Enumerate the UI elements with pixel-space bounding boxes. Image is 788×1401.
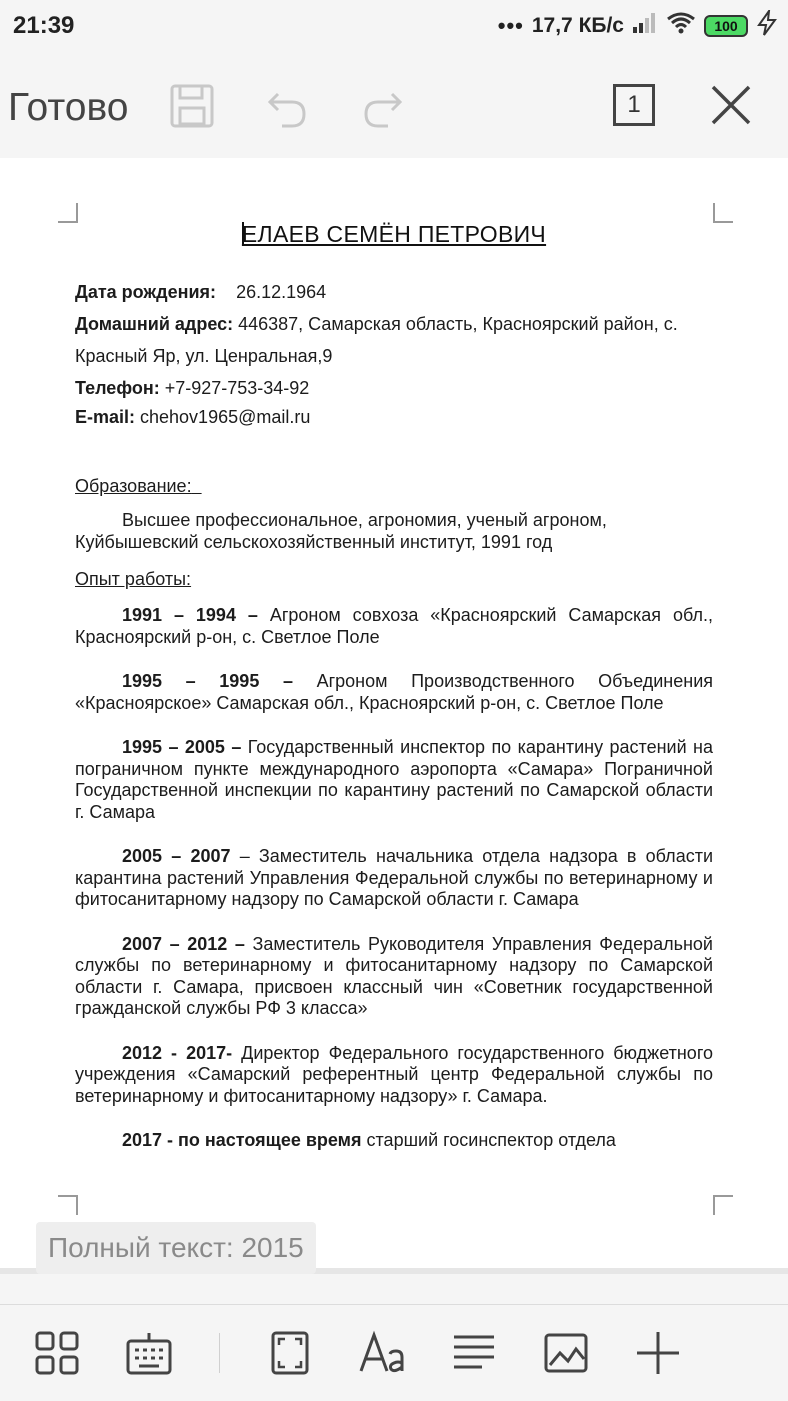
margin-corner-top-left	[58, 203, 78, 223]
font-icon[interactable]	[358, 1329, 406, 1377]
top-toolbar	[0, 54, 788, 159]
keyboard-icon[interactable]	[125, 1329, 173, 1377]
address-line-2: Красный Яр, ул. Ценральная,9	[75, 346, 333, 366]
status-time: 21:39	[13, 12, 75, 39]
job-period: 1991 – 1994 –	[122, 605, 258, 625]
battery-icon: 100	[704, 15, 748, 37]
education-heading: Образование:	[75, 476, 192, 496]
document-body[interactable]	[75, 222, 713, 1175]
job-entry	[75, 605, 713, 648]
done-button[interactable]: Готово	[8, 86, 129, 129]
redo-icon[interactable]	[362, 84, 402, 133]
job-description: старший госинспектор отдела	[361, 1130, 616, 1150]
undo-icon[interactable]	[268, 84, 308, 133]
margin-corner-top-right	[713, 203, 733, 223]
job-entry	[75, 737, 713, 823]
address-line: Домашний адрес: 446387, Самарская область, Красноярский район, с.	[75, 314, 678, 334]
job-period: 1995 – 1995 –	[122, 671, 293, 691]
job-period: 1995 – 2005 –	[122, 737, 242, 757]
margin-corner-bottom-left	[58, 1195, 78, 1215]
word-count-tooltip: Полный текст: 2015	[36, 1222, 316, 1274]
network-speed: 17,7 КБ/с	[531, 14, 624, 37]
job-description: Государственный инспектор по карантину растений на пограничном пункте международного аэропорта «Самара» Пограничной Государственной инспекции по карантину растений по Самарской области г. Самара	[75, 737, 713, 822]
status-bar	[0, 0, 788, 54]
fullscreen-icon[interactable]	[266, 1329, 314, 1377]
job-description: Директор Федерального государственного бюджетного учреждения «Самарский референтный центр Федеральной службы по ветеринарному и фитосанитарному надзору» г. Самара.	[75, 1042, 713, 1106]
job-entry	[75, 846, 713, 911]
document-title[interactable]: ЕЛАЕВ СЕМЁН ПЕТРОВИЧ	[241, 221, 547, 247]
job-description: Агроном совхоза «Красноярский Самарская обл., Красноярский р-он, с. Светлое Поле	[75, 605, 713, 647]
align-icon[interactable]	[450, 1329, 498, 1377]
toolbar-separator	[219, 1333, 220, 1373]
job-description: Заместитель Руководителя Управления Федеральной службы по ветеринарному и фитосанитарному надзору по Самарской области г. Самара, присвоен классный чин «Советник государственной гражданской службы РФ 3 класса»	[75, 933, 713, 1018]
wifi-icon	[666, 11, 696, 41]
job-entry	[75, 1130, 713, 1152]
signal-icon	[632, 12, 658, 40]
layout-icon[interactable]	[33, 1329, 81, 1377]
add-icon[interactable]	[634, 1329, 682, 1377]
notification-dots: •••	[497, 13, 524, 38]
phone-line: Телефон: +7-927-753-34-92	[75, 378, 310, 398]
job-entry	[75, 934, 713, 1020]
close-icon[interactable]	[710, 84, 752, 131]
page-count-icon[interactable]: 1	[613, 84, 655, 126]
margin-corner-bottom-right	[713, 1195, 733, 1215]
charging-icon	[756, 10, 778, 42]
job-period: 2007 – 2012 –	[122, 933, 245, 954]
job-entry	[75, 1043, 713, 1108]
save-icon[interactable]	[170, 84, 214, 133]
job-period: 2012 - 2017-	[122, 1042, 233, 1063]
job-description: – Заместитель начальника отдела надзора в области карантина растений Управления Федеральной службы по ветеринарному и фитосанитарному надзору по Самарской области г. Самара	[75, 846, 713, 909]
image-icon[interactable]	[542, 1329, 590, 1377]
bottom-toolbar	[0, 1304, 788, 1401]
job-description: Агроном Производственного Объединения «Красноярское» Самарская обл., Красноярский р-он, с. Светлое Поле	[75, 671, 713, 713]
status-indicators	[498, 10, 778, 42]
birth-date-line: Дата рождения: 26.12.1964	[75, 282, 327, 302]
job-period: 2005 – 2007	[122, 846, 231, 866]
job-period: 2017 - по настоящее время	[122, 1130, 362, 1150]
experience-heading: Опыт работы:	[75, 569, 192, 589]
experience-list	[75, 605, 713, 1152]
email-line: E-mail: chehov1965@mail.ru	[75, 407, 311, 427]
education-text: Высшее профессиональное, агрономия, ученый агроном, Куйбышевский сельскохозяйственный институт, 1991 год	[75, 510, 607, 552]
job-entry	[75, 671, 713, 714]
